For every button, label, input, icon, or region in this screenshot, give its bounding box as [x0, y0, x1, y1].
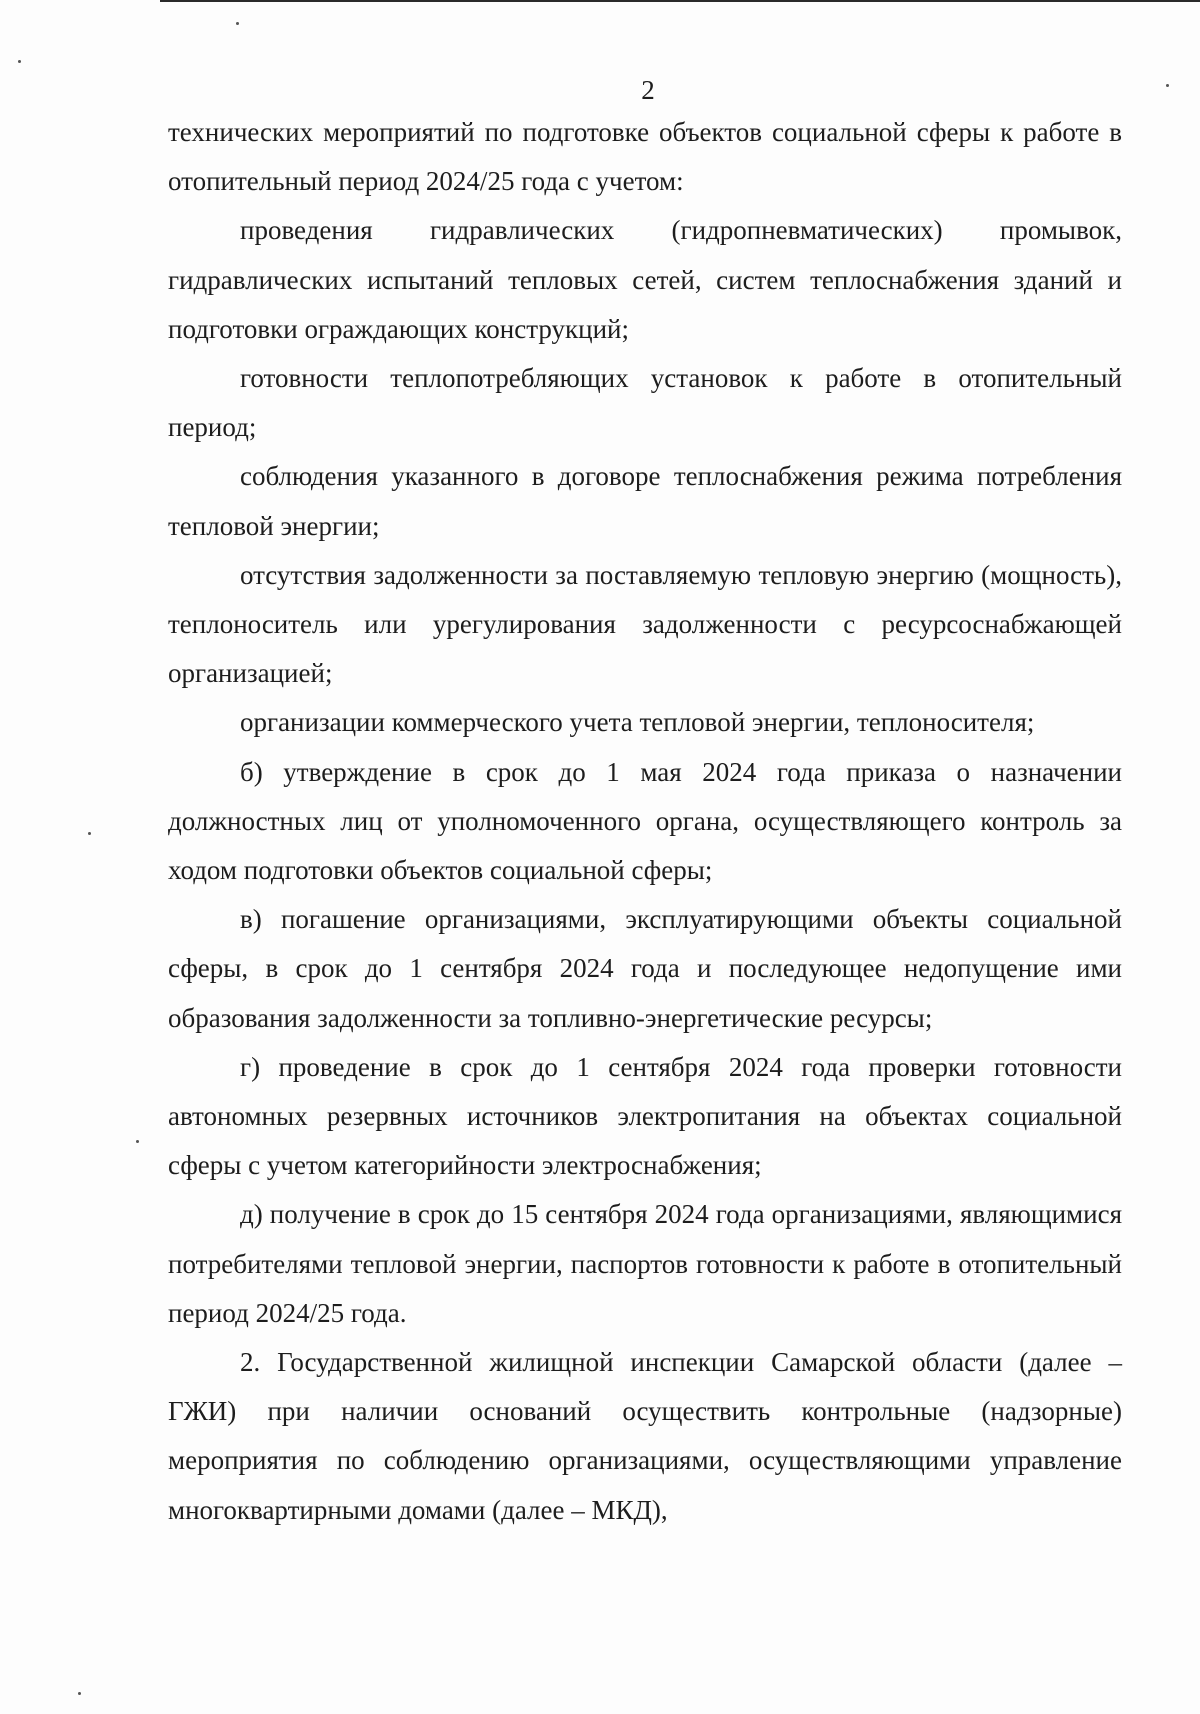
document-body: [168, 108, 1122, 1535]
paragraph-section-2: 2. Государственной жилищной инспекции Самарской области (далее – ГЖИ) при наличии оснований осуществить контрольные (надзорные) мероприятия по соблюдению организациями, осуществляющими управление многоквартирными домами (далее – МКД),: [168, 1347, 1122, 1525]
paragraph-installations-readiness: готовности теплопотребляющих установок к работе в отопительный период;: [168, 363, 1122, 443]
paragraph-consumption-mode: соблюдения указанного в договоре теплоснабжения режима потребления тепловой энергии;: [168, 461, 1122, 541]
scan-speck: [136, 1140, 139, 1143]
page-number: 2: [641, 75, 655, 105]
scan-speck: [236, 22, 239, 25]
paragraph-no-debt: отсутствия задолженности за поставляемую тепловую энергию (мощность), теплоноситель или урегулирования задолженности с ресурсоснабжающей организацией;: [168, 559, 1122, 689]
paragraph-hydraulic-flushing: проведения гидравлических (гидропневматических) промывок, гидравлических испытаний тепловых сетей, систем теплоснабжения зданий и подготовки ограждающих конструкций;: [168, 215, 1122, 344]
paragraph-item-v: в) погашение организациями, эксплуатирующими объекты социальной сферы, в срок до 1 сентября 2024 года и последующее недопущение ими образования задолженности за топливно-энергетические ресурсы;: [168, 904, 1122, 1033]
paragraph-item-d: д) получение в срок до 15 сентября 2024 года организациями, являющимися потребителями тепловой энергии, паспортов готовности к работе в отопительный период 2024/25 года.: [168, 1199, 1122, 1328]
paragraph-item-g: г) проведение в срок до 1 сентября 2024 года проверки готовности автономных резервных источников электропитания на объектах социальной сферы с учетом категорийности электроснабжения;: [168, 1051, 1122, 1181]
paragraph-continuation: технических мероприятий по подготовке объектов социальной сферы к работе в отопительный период 2024/25 года с учетом:: [168, 117, 1122, 197]
scan-speck: [18, 60, 21, 63]
paragraph-item-b: б) утверждение в срок до 1 мая 2024 года приказа о назначении должностных лиц от уполномоченного органа, осуществляющего контроль за ходом подготовки объектов социальной сферы;: [168, 756, 1122, 886]
scan-top-edge: [160, 0, 1200, 2]
paragraph-metering: организации коммерческого учета тепловой энергии, теплоносителя;: [240, 707, 1035, 738]
scan-speck: [78, 1692, 81, 1695]
scan-speck: [88, 832, 91, 835]
